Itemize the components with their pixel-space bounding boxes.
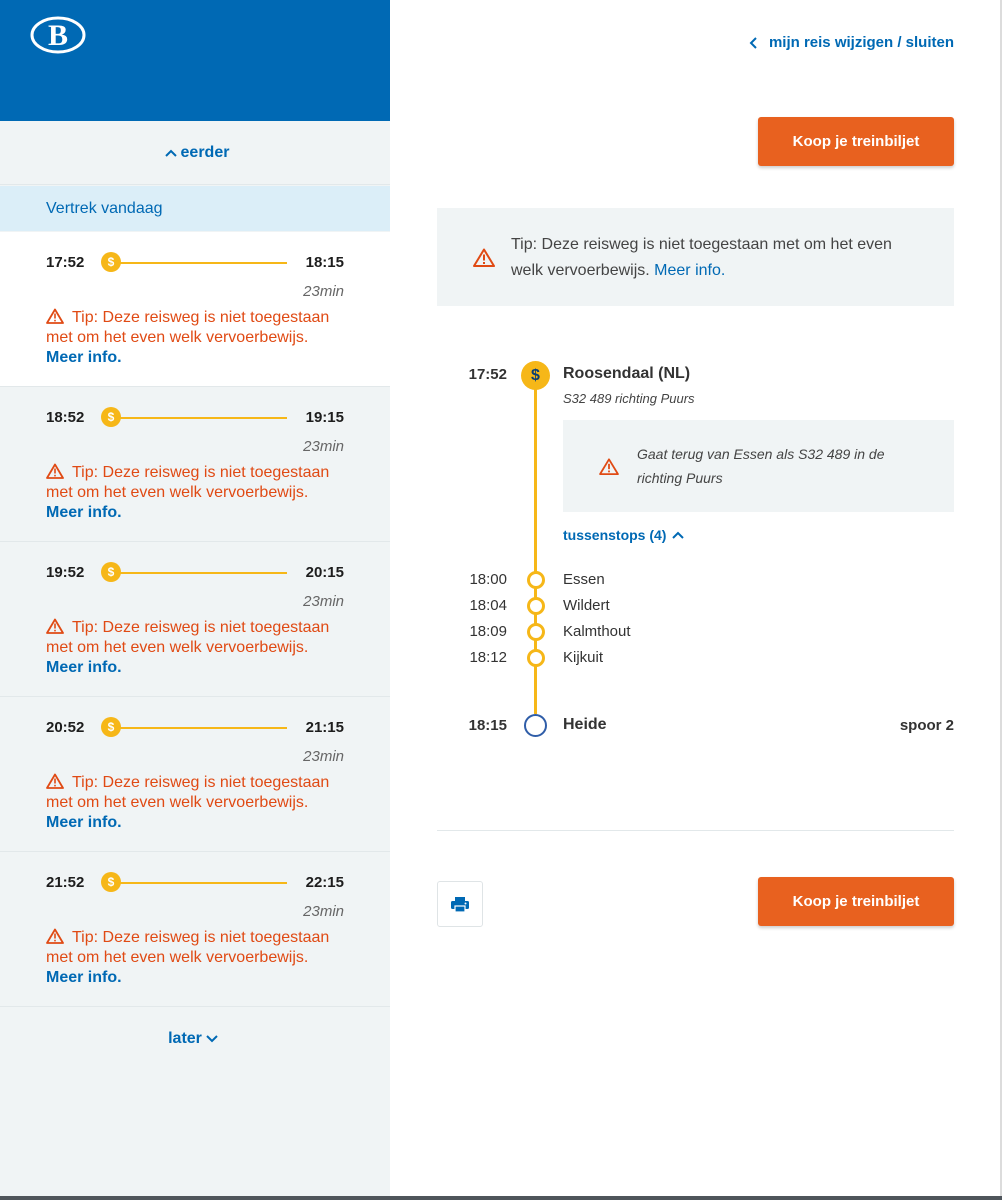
trip-list [0, 232, 390, 1007]
trip-arrival: 20:15 [305, 564, 344, 581]
chevron-up-icon [165, 149, 177, 157]
platform-label: spoor 2 [899, 717, 954, 734]
destination-station: Heide [563, 716, 607, 733]
results-panel [0, 0, 390, 1196]
trip-departure: 21:52 [46, 874, 85, 891]
trip-timeline [112, 882, 287, 884]
trip-item[interactable] [0, 542, 390, 697]
trip-item[interactable] [0, 852, 390, 1007]
s-train-icon: $ [101, 717, 121, 737]
stop-node [527, 649, 545, 667]
trip-tip [46, 463, 346, 523]
trip-arrival: 22:15 [305, 874, 344, 891]
printer-icon [451, 896, 469, 913]
trip-arrival: 18:15 [305, 254, 344, 271]
train-info: S32 489 richting Puurs [563, 391, 695, 406]
trip-departure: 19:52 [46, 564, 85, 581]
trip-tip-text: Tip: Deze reisweg is niet toegestaan met om het even welk vervoerbewijs. [46, 464, 330, 501]
earlier-label: eerder [180, 143, 230, 161]
sncb-logo-icon[interactable] [30, 16, 86, 54]
later-button[interactable] [0, 1007, 390, 1071]
warning-icon [46, 928, 64, 944]
later-label: later [168, 1030, 202, 1047]
train-note [563, 420, 954, 512]
trip-item[interactable] [0, 232, 390, 387]
chevron-up-icon [672, 531, 684, 539]
stop-time: 18:04 [469, 597, 507, 614]
earlier-button[interactable] [0, 121, 390, 185]
stop-name: Essen [563, 571, 605, 588]
origin-time: 17:52 [468, 366, 507, 383]
stop-time: 18:00 [469, 571, 507, 588]
more-info-link[interactable]: Meer info. [654, 262, 726, 279]
brand-header [0, 0, 390, 121]
s-train-icon: $ [101, 407, 121, 427]
trip-tip [46, 308, 346, 368]
buy-ticket-button[interactable]: Koop je treinbiljet [758, 877, 954, 926]
stops-toggle-label: tussenstops (4) [563, 527, 667, 543]
trip-duration: 23min [303, 593, 344, 610]
trip-tip-text: Tip: Deze reisweg is niet toegestaan met om het even welk vervoerbewijs. [46, 929, 330, 966]
svg-text:B: B [47, 19, 69, 52]
buy-ticket-button[interactable]: Koop je treinbiljet [758, 117, 954, 166]
trip-departure: 20:52 [46, 719, 85, 736]
trip-duration: 23min [303, 438, 344, 455]
stop-node [527, 597, 545, 615]
change-journey-label: mijn reis wijzigen / sluiten [768, 34, 954, 51]
warning-icon [46, 308, 64, 324]
route-tip [437, 208, 954, 306]
trip-duration: 23min [303, 283, 344, 300]
route-tip-body [511, 232, 911, 284]
warning-icon [599, 458, 619, 475]
change-journey-link[interactable] [749, 34, 954, 51]
s-train-icon: $ [101, 872, 121, 892]
intermediate-stops-toggle[interactable] [563, 527, 684, 543]
s-train-icon: $ [101, 562, 121, 582]
warning-icon [46, 463, 64, 479]
day-label: Vertrek vandaag [0, 186, 390, 231]
stop-node [527, 571, 545, 589]
more-info-link[interactable]: Meer info. [46, 504, 122, 521]
trip-item[interactable] [0, 697, 390, 852]
stop-node [527, 623, 545, 641]
s-train-icon: $ [101, 252, 121, 272]
trip-arrival: 19:15 [305, 409, 344, 426]
trip-departure: 18:52 [46, 409, 85, 426]
warning-icon [46, 773, 64, 789]
stop-time: 18:09 [469, 623, 507, 640]
trip-item[interactable] [0, 387, 390, 542]
origin-station: Roosendaal (NL) [563, 365, 691, 382]
trip-timeline [112, 727, 287, 729]
stop-name: Kalmthout [563, 623, 631, 640]
trip-duration: 23min [303, 903, 344, 920]
route-tip-text: Tip: Deze reisweg is niet toegestaan met om het even welk vervoerbewijs. [511, 236, 892, 279]
destination-node [524, 714, 547, 737]
chevron-left-icon [749, 37, 757, 49]
trip-tip-text: Tip: Deze reisweg is niet toegestaan met om het even welk vervoerbewijs. [46, 309, 330, 346]
stop-name: Kijkuit [563, 649, 604, 666]
stop-name: Wildert [563, 597, 610, 614]
journey-detail [390, 0, 1000, 1196]
trip-tip-text: Tip: Deze reisweg is niet toegestaan met om het even welk vervoerbewijs. [46, 774, 330, 811]
destination-time: 18:15 [468, 717, 507, 734]
window-bottom-bar [0, 1196, 1002, 1200]
trip-timeline [112, 572, 287, 574]
trip-duration: 23min [303, 748, 344, 765]
trip-departure: 17:52 [46, 254, 85, 271]
trip-timeline [112, 417, 287, 419]
trip-arrival: 21:15 [305, 719, 344, 736]
more-info-link[interactable]: Meer info. [46, 349, 122, 366]
trip-tip [46, 618, 346, 678]
trip-timeline [112, 262, 287, 264]
stop-time: 18:12 [469, 649, 507, 666]
trip-tip [46, 773, 346, 833]
more-info-link[interactable]: Meer info. [46, 659, 122, 676]
train-note-text: Gaat terug van Essen als S32 489 in de richting Puurs [637, 446, 885, 486]
trip-tip-text: Tip: Deze reisweg is niet toegestaan met om het even welk vervoerbewijs. [46, 619, 330, 656]
warning-icon [473, 248, 495, 267]
divider [437, 830, 954, 831]
print-button[interactable] [437, 881, 483, 927]
more-info-link[interactable]: Meer info. [46, 814, 122, 831]
warning-icon [46, 618, 64, 634]
s-train-icon: $ [521, 361, 550, 390]
chevron-down-icon [206, 1035, 218, 1043]
trip-tip [46, 928, 346, 988]
more-info-link[interactable]: Meer info. [46, 969, 122, 986]
